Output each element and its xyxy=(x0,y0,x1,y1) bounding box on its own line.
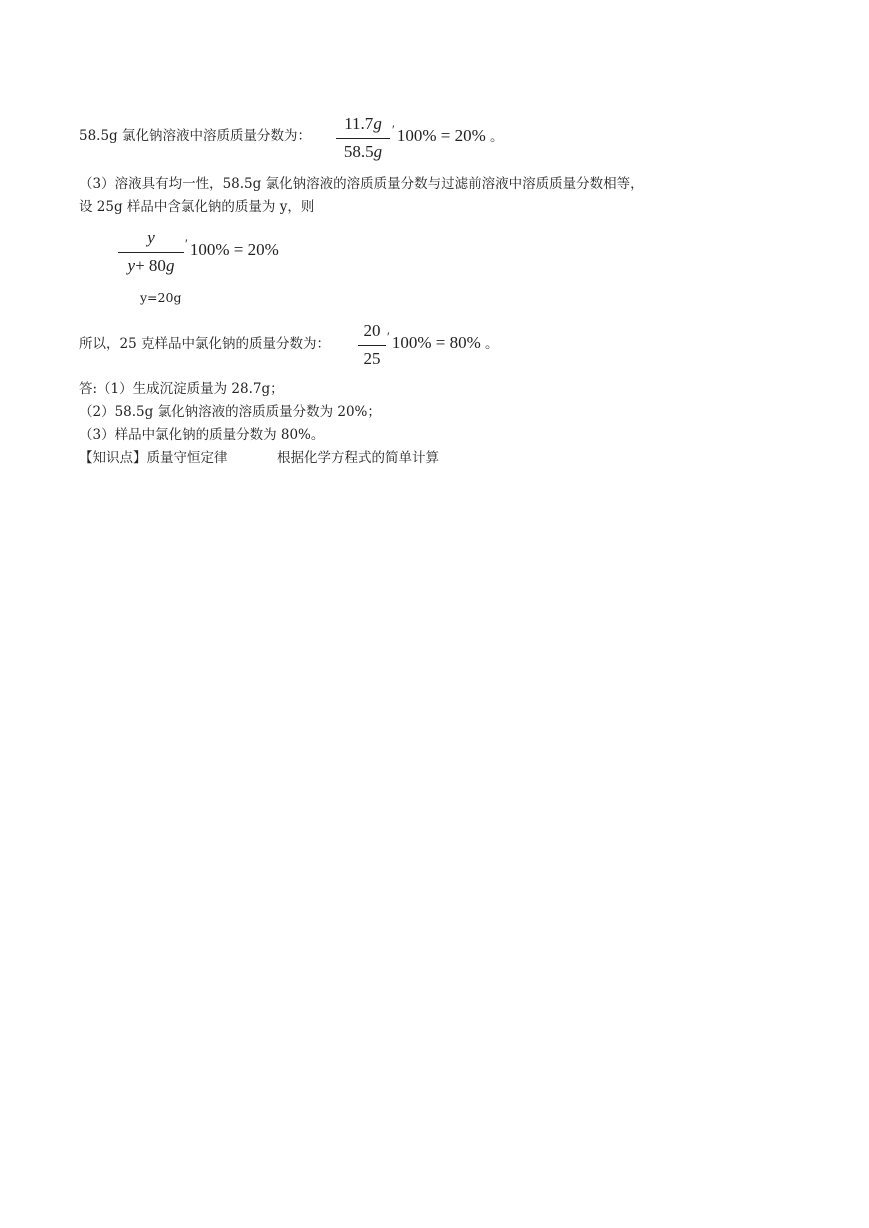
equation-tail-20-percent xyxy=(391,122,504,147)
percent-result: 100% = 20% xyxy=(189,240,279,259)
let-y-statement: 设 25g 样品中含氯化钠的质量为 y，则 xyxy=(79,199,315,215)
answer-line-3: （3）样品中氯化钠的质量分数为 80%。 xyxy=(79,427,325,443)
unit-g: g xyxy=(373,114,382,133)
fraction-bar xyxy=(358,345,386,346)
fraction-solute-over-solution xyxy=(336,114,390,162)
knowledge-point-label: 【知识点】质量守恒定律 xyxy=(79,450,228,466)
unit-g: g xyxy=(165,256,175,275)
fraction-bar xyxy=(118,252,184,253)
solution-y-value: y=20g xyxy=(140,290,182,305)
mass-fraction-statement: 58.5g 氯化钠溶液中溶质质量分数为： xyxy=(79,128,311,144)
denominator-constant: + 80 xyxy=(135,256,166,275)
fraction-numerator: 20 xyxy=(363,321,381,340)
times-sign: ′ xyxy=(185,236,188,251)
knowledge-point-items: 根据化学方程式的简单计算 xyxy=(277,450,439,466)
fraction-numerator xyxy=(336,114,390,134)
period: 。 xyxy=(485,336,499,352)
answer-line-2: （2）58.5g 氯化钠溶液的溶质质量分数为 20%； xyxy=(79,404,381,420)
fraction-denominator: 25 xyxy=(363,349,381,368)
unit-g: g xyxy=(373,142,383,161)
numerator-value: 11.7 xyxy=(344,114,374,133)
sample-fraction-statement: 所以，25 克样品中氯化钠的质量分数为： xyxy=(79,336,330,352)
fraction-bar xyxy=(336,138,390,139)
fraction-20-over-25 xyxy=(358,321,386,369)
percent-result: 100% = 20% xyxy=(396,126,486,145)
answer-line-1: 答:（1）生成沉淀质量为 28.7g； xyxy=(79,381,284,397)
fraction-denominator xyxy=(336,142,390,162)
equation-tail-20-percent xyxy=(184,236,279,261)
times-sign: ′ xyxy=(392,122,395,137)
fraction-denominator xyxy=(118,256,184,276)
variable-y: y xyxy=(127,256,136,275)
period: 。 xyxy=(490,129,504,145)
homogeneity-statement: （3）溶液具有均一性，58.5g 氯化钠溶液的溶质质量分数与过滤前溶液中溶质质量分数相等， xyxy=(79,176,644,192)
percent-result: 100% = 80% xyxy=(391,333,481,352)
denominator-value: 58.5 xyxy=(343,142,374,161)
fraction-y-over-total xyxy=(118,228,184,276)
fraction-numerator xyxy=(118,228,184,248)
variable-y: y xyxy=(147,228,155,247)
times-sign: ′ xyxy=(387,329,390,344)
equation-tail-80-percent xyxy=(386,329,499,354)
